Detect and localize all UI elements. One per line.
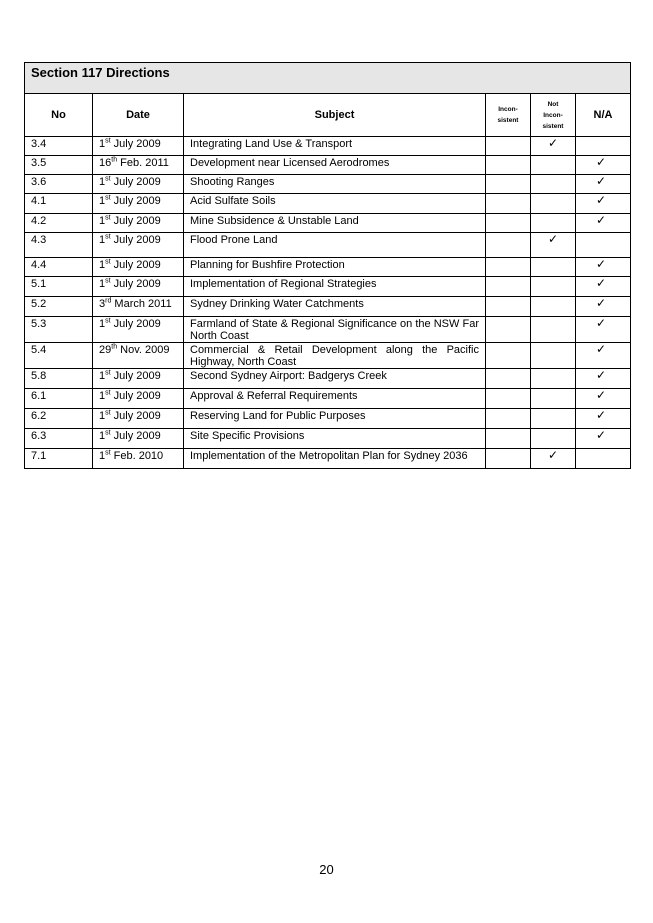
table-body [25,137,631,469]
row-date: 3rd March 2011 [93,297,184,317]
section-117-table [24,62,631,469]
row-not-inconsistent [531,409,576,429]
row-not-inconsistent [531,258,576,277]
row-not-inconsistent [531,175,576,194]
row-no: 5.2 [25,297,93,317]
row-inconsistent [486,389,531,409]
row-not-inconsistent [531,137,576,156]
table-row [25,297,631,317]
row-no: 3.5 [25,156,93,175]
checkmark-icon: ✓ [595,408,607,422]
row-subject: Second Sydney Airport: Badgerys Creek [184,369,486,389]
checkmark-icon: ✓ [595,296,607,310]
header-not-inconsistent: Not Incon- sistent [531,94,576,137]
checkmark-icon: ✓ [595,257,607,271]
table-row [25,343,631,369]
row-na [576,233,631,258]
row-date: 1st July 2009 [93,389,184,409]
row-inconsistent [486,233,531,258]
table-row [25,449,631,469]
row-na [576,317,631,343]
table-row [25,409,631,429]
row-na [576,137,631,156]
row-date: 1st July 2009 [93,277,184,297]
row-not-inconsistent [531,214,576,233]
checkmark-icon: ✓ [595,368,607,382]
row-inconsistent [486,258,531,277]
checkmark-icon: ✓ [595,428,607,442]
row-inconsistent [486,297,531,317]
row-inconsistent [486,409,531,429]
row-date: 1st July 2009 [93,194,184,214]
row-not-inconsistent [531,343,576,369]
table-row [25,214,631,233]
row-inconsistent [486,277,531,297]
row-no: 5.1 [25,277,93,297]
row-na [576,409,631,429]
checkmark-icon: ✓ [547,448,559,462]
row-no: 4.1 [25,194,93,214]
row-subject: Shooting Ranges [184,175,486,194]
checkmark-icon: ✓ [595,342,607,356]
header-subject: Subject [184,94,486,137]
row-date: 16th Feb. 2011 [93,156,184,175]
row-inconsistent [486,449,531,469]
row-no: 3.4 [25,137,93,156]
row-na [576,429,631,449]
row-subject: Sydney Drinking Water Catchments [184,297,486,317]
table-row [25,389,631,409]
table-row [25,369,631,389]
row-na [576,258,631,277]
table-row [25,277,631,297]
row-date: 1st July 2009 [93,317,184,343]
row-inconsistent [486,194,531,214]
row-no: 4.3 [25,233,93,258]
header-date: Date [93,94,184,137]
row-na [576,389,631,409]
row-not-inconsistent [531,277,576,297]
row-subject: Acid Sulfate Soils [184,194,486,214]
row-date: 29th Nov. 2009 [93,343,184,369]
row-date: 1st July 2009 [93,409,184,429]
row-no: 6.3 [25,429,93,449]
row-subject: Approval & Referral Requirements [184,389,486,409]
row-na [576,297,631,317]
row-inconsistent [486,137,531,156]
row-date: 1st July 2009 [93,137,184,156]
table-title: Section 117 Directions [25,63,631,94]
row-date: 1st Feb. 2010 [93,449,184,469]
header-no: No [25,94,93,137]
row-inconsistent [486,369,531,389]
row-subject: Implementation of the Metropolitan Plan for Sydney 2036 [184,449,486,469]
row-not-inconsistent [531,194,576,214]
row-na [576,343,631,369]
row-na [576,449,631,469]
checkmark-icon: ✓ [595,174,607,188]
row-inconsistent [486,175,531,194]
table-row [25,317,631,343]
table-row [25,233,631,258]
row-not-inconsistent [531,389,576,409]
checkmark-icon: ✓ [595,213,607,227]
row-subject: Development near Licensed Aerodromes [184,156,486,175]
row-subject: Implementation of Regional Strategies [184,277,486,297]
row-no: 5.8 [25,369,93,389]
table-row [25,156,631,175]
row-subject: Reserving Land for Public Purposes [184,409,486,429]
row-not-inconsistent [531,297,576,317]
row-inconsistent [486,317,531,343]
table-row [25,137,631,156]
row-na [576,156,631,175]
row-subject: Integrating Land Use & Transport [184,137,486,156]
row-no: 5.4 [25,343,93,369]
page-number: 20 [319,862,334,877]
header-inconsistent: Incon- sistent [486,94,531,137]
row-inconsistent [486,214,531,233]
row-not-inconsistent [531,233,576,258]
row-not-inconsistent [531,317,576,343]
row-inconsistent [486,343,531,369]
row-not-inconsistent [531,429,576,449]
row-na [576,277,631,297]
row-subject: Planning for Bushfire Protection [184,258,486,277]
row-not-inconsistent [531,449,576,469]
checkmark-icon: ✓ [547,136,559,150]
row-na [576,369,631,389]
row-date: 1st July 2009 [93,429,184,449]
checkmark-icon: ✓ [547,232,559,246]
row-na [576,194,631,214]
checkmark-icon: ✓ [595,276,607,290]
checkmark-icon: ✓ [595,193,607,207]
row-na [576,175,631,194]
row-no: 4.2 [25,214,93,233]
row-no: 3.6 [25,175,93,194]
row-no: 6.2 [25,409,93,429]
row-not-inconsistent [531,369,576,389]
checkmark-icon: ✓ [595,316,607,330]
row-no: 6.1 [25,389,93,409]
row-date: 1st July 2009 [93,214,184,233]
row-na [576,214,631,233]
row-not-inconsistent [531,156,576,175]
row-subject: Site Specific Provisions [184,429,486,449]
row-date: 1st July 2009 [93,258,184,277]
row-date: 1st July 2009 [93,175,184,194]
row-date: 1st July 2009 [93,233,184,258]
row-subject: Commercial & Retail Development along the Pacific Highway, North Coast [184,343,486,369]
row-subject: Mine Subsidence & Unstable Land [184,214,486,233]
row-no: 7.1 [25,449,93,469]
row-subject: Flood Prone Land [184,233,486,258]
table-row [25,194,631,214]
row-no: 4.4 [25,258,93,277]
row-no: 5.3 [25,317,93,343]
row-inconsistent [486,429,531,449]
table-row [25,429,631,449]
row-date: 1st July 2009 [93,369,184,389]
header-na: N/A [576,94,631,137]
checkmark-icon: ✓ [595,388,607,402]
checkmark-icon: ✓ [595,155,607,169]
row-inconsistent [486,156,531,175]
row-subject: Farmland of State & Regional Significance on the NSW Far North Coast [184,317,486,343]
table-row [25,175,631,194]
table-row [25,258,631,277]
